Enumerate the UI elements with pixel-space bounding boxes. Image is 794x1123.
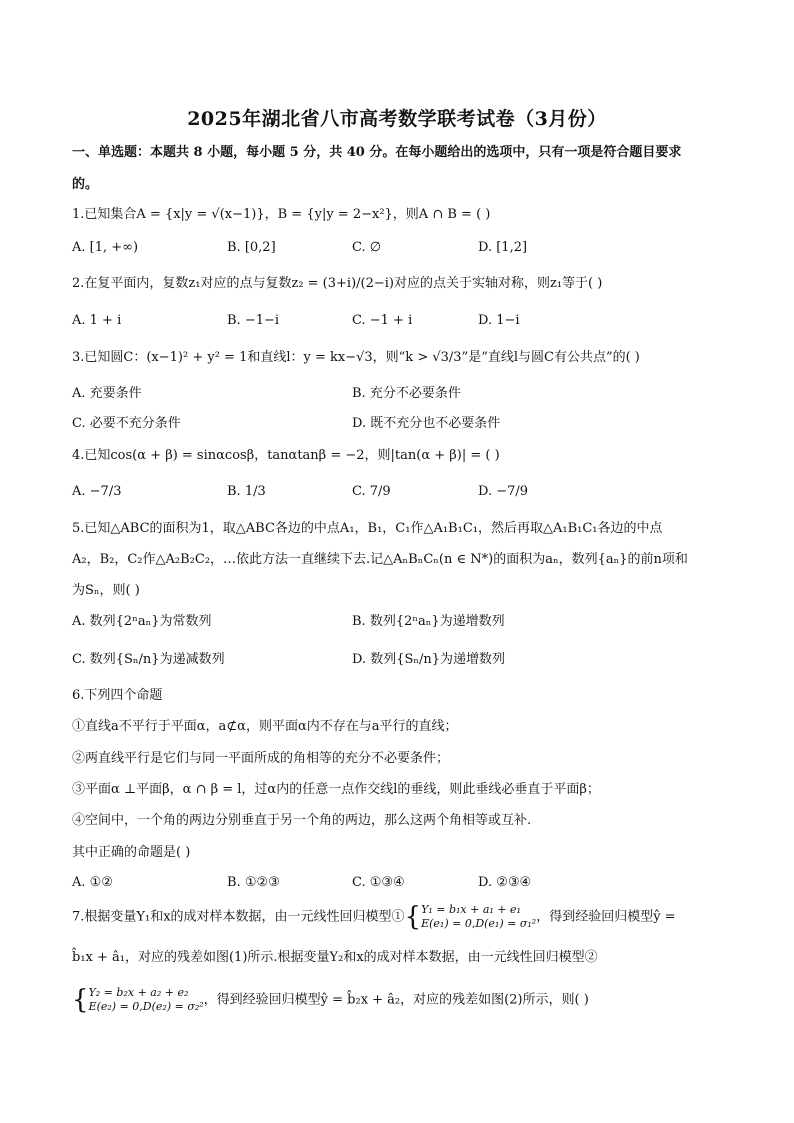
q6-option-c[interactable]: C. ①③④ xyxy=(352,875,405,890)
q6-question: 其中正确的命题是( ) xyxy=(72,845,191,860)
q6-stem: 6.下列四个命题 xyxy=(72,688,163,703)
q1-option-c[interactable]: C. ∅ xyxy=(352,240,382,255)
q1-option-d[interactable]: D. [1,2] xyxy=(478,240,528,255)
q2-option-a[interactable]: A. 1 + i xyxy=(72,313,122,328)
q1-option-a[interactable]: A. [1, +∞) xyxy=(72,240,139,255)
q5-stem-line1: 5.已知△ABC的面积为1，取△ABC各边的中点A₁，B₁，C₁作△A₁B₁C₁，然后再取△A₁B₁C₁各边的中点 xyxy=(72,521,663,536)
q6-option-d[interactable]: D. ②③④ xyxy=(478,875,532,890)
left-brace-icon: { xyxy=(72,985,89,1015)
q2-option-c[interactable]: C. −1 + i xyxy=(352,313,413,328)
q4-stem: 4.已知cos(α + β) = sinαcosβ，tanαtanβ = −2，则|tan(α + β)| = ( ) xyxy=(72,448,500,463)
q4-option-b[interactable]: B. 1/3 xyxy=(227,484,266,499)
q4-option-c[interactable]: C. 7/9 xyxy=(352,484,391,499)
q5-stem-line2: A₂，B₂，C₂作△A₂B₂C₂，…依此方法一直继续下去.记△AₙBₙCₙ(n ∈ N*)的面积为aₙ，数列{aₙ}的前n项和 xyxy=(72,552,688,567)
q2-option-b[interactable]: B. −1−i xyxy=(227,313,280,328)
q7-stem-line2: b̂₁x + â₁，对应的残差如图(1)所示.根据变量Y₂和x的成对样本数据，由一元线性回归模型② xyxy=(72,950,598,965)
q5-stem-line3: 为Sₙ，则( ) xyxy=(72,583,140,598)
q7-system-2-eq2: E(e₂) = 0,D(e₂) = σ₂² xyxy=(88,1000,204,1013)
q7-stem-line3 xyxy=(72,986,589,1014)
q7-system-1 xyxy=(421,903,536,931)
q5-option-c[interactable]: C. 数列{Sₙ/n}为递减数列 xyxy=(72,652,225,667)
q6-item-4: ④空间中，一个角的两边分别垂直于另一个角的两边，那么这两个角相等或互补. xyxy=(72,813,532,828)
q7-stem-line1 xyxy=(72,903,676,931)
q4-option-a[interactable]: A. −7/3 xyxy=(72,484,122,499)
q1-stem: 1.已知集合A = {x|y = √(x−1)}，B = {y|y = 2−x²}，则A ∩ B = ( ) xyxy=(72,207,491,222)
q2-option-d[interactable]: D. 1−i xyxy=(478,313,520,328)
q2-stem: 2.在复平面内，复数z₁对应的点与复数z₂ = (3+i)/(2−i)对应的点关于实轴对称，则z₁等于( ) xyxy=(72,276,603,291)
q3-stem: 3.已知圆C：(x−1)² + y² = 1和直线l：y = kx−√3，则“k > √3/3”是“直线l与圆C有公共点”的( ) xyxy=(72,350,640,365)
q7-system-2-eq1: Y₂ = b₂x + a₂ + e₂ xyxy=(88,986,189,999)
q7-stem-text-a: 7.根据变量Y₁和x的成对样本数据，由一元线性回归模型① xyxy=(72,909,405,925)
q6-item-3: ③平面α ⊥平面β，α ∩ β = l，过α内的任意一点作交线l的垂线，则此垂线必垂直于平面β； xyxy=(72,782,600,797)
q6-item-1: ①直线a不平行于平面α，a⊄α，则平面α内不存在与a平行的直线； xyxy=(72,719,458,734)
q6-option-a[interactable]: A. ①② xyxy=(72,875,113,890)
q7-stem-text-c: ，得到经验回归模型ŷ = b̂₂x + â₂，对应的残差如图(2)所示，则( ) xyxy=(203,992,589,1008)
q3-option-b[interactable]: B. 充分不必要条件 xyxy=(352,386,461,401)
q3-option-d[interactable]: D. 既不充分也不必要条件 xyxy=(352,416,501,431)
left-brace-icon: { xyxy=(404,902,422,932)
q6-option-b[interactable]: B. ①②③ xyxy=(227,875,280,890)
section-header-cont: 的。 xyxy=(72,177,99,192)
q6-item-2: ②两直线平行是它们与同一平面所成的角相等的充分不必要条件； xyxy=(72,751,450,766)
q3-option-a[interactable]: A. 充要条件 xyxy=(72,386,142,401)
q4-option-d[interactable]: D. −7/9 xyxy=(478,484,529,499)
section-header: 一、单选题：本题共 8 小题，每小题 5 分，共 40 分。在每小题给出的选项中，只有一项是符合题目要求 xyxy=(72,145,682,160)
q7-stem-text-b: ，得到经验回归模型ŷ = xyxy=(536,909,676,925)
q7-system-1-eq2: E(e₁) = 0,D(e₁) = σ₁² xyxy=(421,917,537,930)
q3-option-c[interactable]: C. 必要不充分条件 xyxy=(72,416,181,431)
q5-option-d[interactable]: D. 数列{Sₙ/n}为递增数列 xyxy=(352,652,506,667)
q7-system-2 xyxy=(89,986,204,1014)
page-title: 2025年湖北省八市高考数学联考试卷（3月份） xyxy=(187,108,607,130)
q1-option-b[interactable]: B. [0,2] xyxy=(227,240,276,255)
q5-option-b[interactable]: B. 数列{2ⁿaₙ}为递增数列 xyxy=(352,614,505,629)
q7-system-1-eq1: Y₁ = b₁x + a₁ + e₁ xyxy=(421,903,521,916)
q5-option-a[interactable]: A. 数列{2ⁿaₙ}为常数列 xyxy=(72,614,212,629)
